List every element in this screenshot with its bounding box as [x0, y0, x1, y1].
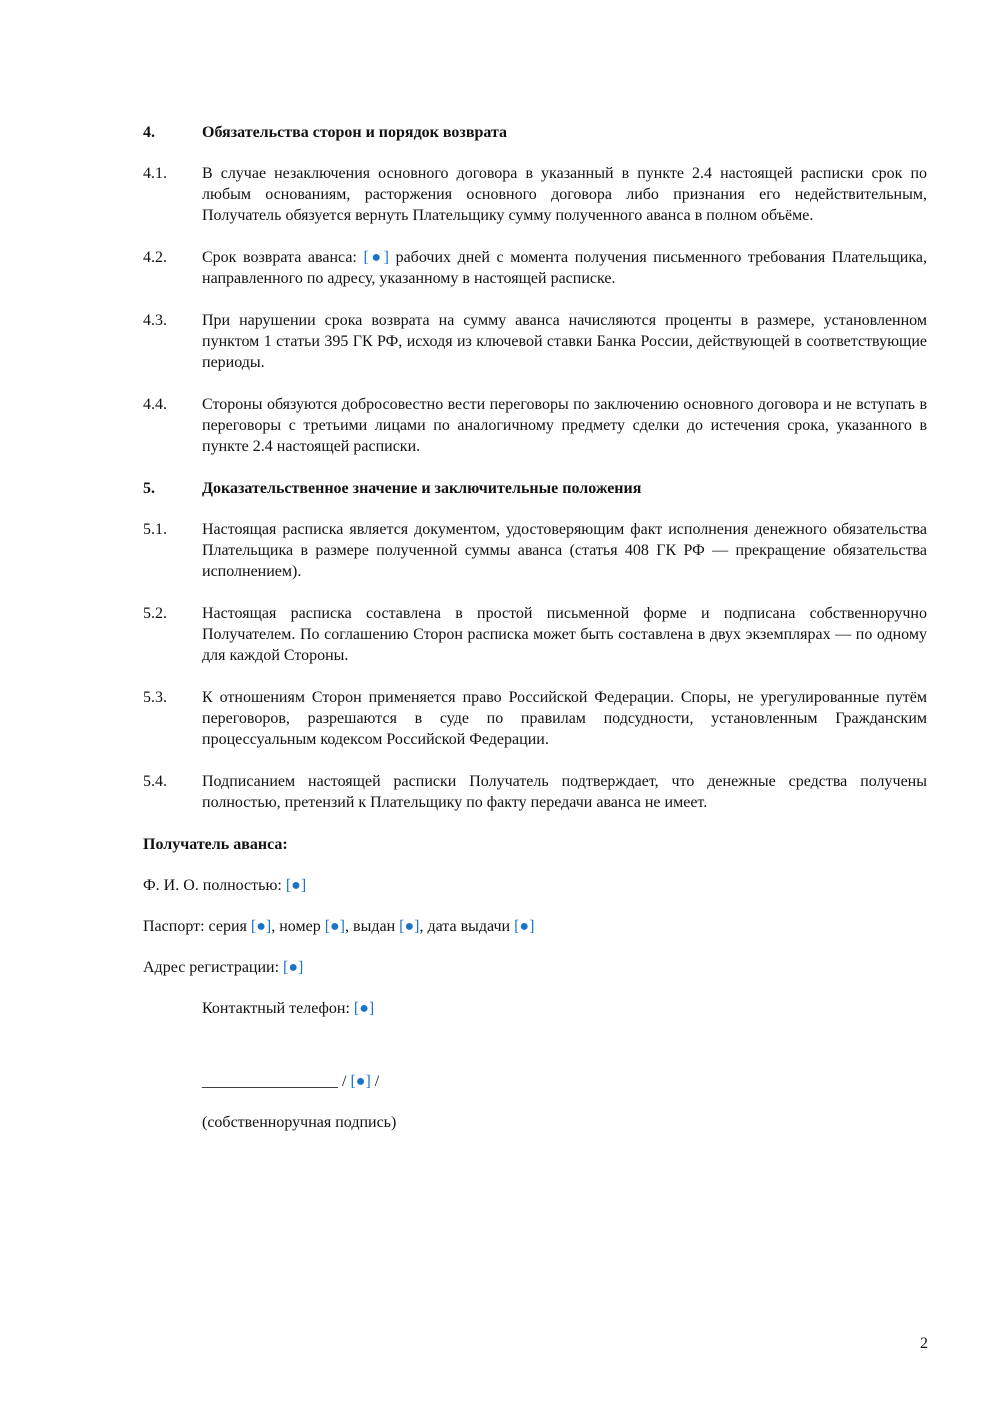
clause-text: Стороны обязуются добросовестно вести переговоры по заключению основного договора и не вступать в переговоры с третьими лицами по аналогичному предмету сделки до истечения срока, указанного в пункте 2.4 настоящей расписки. [202, 396, 927, 455]
signature-separator-close: / [370, 1073, 380, 1090]
address-field [143, 957, 927, 978]
signature-caption: (собственноручная подпись) [202, 1114, 397, 1131]
phone-placeholder: [●] [353, 1000, 375, 1017]
clause-number: 4.3. [143, 312, 167, 329]
clause-text: Подписанием настоящей расписки Получатель подтверждает, что денежные средства получены полностью, претензий к Плательщику по факту передачи аванса не имеет. [202, 773, 927, 811]
clause-5-4 [143, 771, 927, 813]
clause-text: Настоящая расписка является документом, удостоверяющим факт исполнения денежного обязательства Плательщика в размере полученной суммы аванса (статья 408 ГК РФ — прекращение обязательства исполнением). [202, 521, 927, 580]
clause-4-1 [143, 163, 927, 226]
clause-4-2 [143, 247, 927, 289]
clause-text-before: Срок возврата аванса: [202, 249, 364, 266]
passport-date-placeholder: [●] [514, 918, 535, 935]
passport-issued-placeholder: [●] [399, 918, 420, 935]
passport-number-placeholder: [●] [324, 918, 346, 935]
signature-line [143, 1071, 927, 1092]
address-placeholder: [●] [283, 959, 304, 976]
clause-number: 4.2. [143, 249, 167, 266]
passport-series-label: Паспорт: серия [143, 918, 251, 935]
clause-number: 4.4. [143, 396, 167, 413]
clause-5-3 [143, 687, 927, 750]
clause-text-after: рабочих дней с момента получения письменного требования Плательщика, направленного по адресу, указанному в настоящей расписке. [202, 249, 927, 287]
clause-5-1 [143, 519, 927, 582]
clause-number: 5.4. [143, 773, 167, 790]
clause-number: 5.2. [143, 605, 167, 622]
recipient-title: Получатель аванса: [143, 836, 288, 853]
signature-separator-open: / [338, 1073, 351, 1090]
clause-number: 4.1. [143, 165, 167, 182]
section-title: Доказательственное значение и заключительные положения [202, 480, 642, 497]
placeholder-marker: [●] [363, 249, 389, 266]
clause-text: Настоящая расписка составлена в простой письменной форме и подписана собственноручно Получателем. По соглашению Сторон расписка может быть составлена в двух экземплярах — по одному для каждой Стороны. [202, 605, 927, 664]
phone-label: Контактный телефон: [202, 1000, 354, 1017]
clause-5-2 [143, 603, 927, 666]
clause-text: При нарушении срока возврата на сумму аванса начисляются проценты в размере, установленном пунктом 1 статьи 395 ГК РФ, исходя из ключевой ставки Банка России, действующей в соответствующие периоды. [202, 312, 927, 371]
page-number: 2 [920, 1335, 928, 1352]
section-heading-4 [143, 122, 927, 143]
clause-number: 5.3. [143, 689, 167, 706]
phone-field [143, 998, 927, 1019]
section-number: 4. [143, 124, 155, 141]
section-number: 5. [143, 480, 155, 497]
clause-number: 5.1. [143, 521, 167, 538]
section-title: Обязательства сторон и порядок возврата [202, 124, 508, 141]
full-name-label: Ф. И. О. полностью: [143, 877, 286, 894]
clause-4-3 [143, 310, 927, 373]
full-name-placeholder: [●] [285, 877, 307, 894]
address-label: Адрес регистрации: [143, 959, 284, 976]
passport-number-label: , номер [271, 918, 325, 935]
document-content [143, 122, 927, 1153]
clause-4-4 [143, 394, 927, 457]
passport-series-placeholder: [●] [250, 918, 272, 935]
passport-issued-label: , выдан [345, 918, 400, 935]
clause-text: В случае незаключения основного договора в указанный в пункте 2.4 настоящей расписки срок по любым основаниям, расторжения основного договора либо признания его недействительным, Получатель обязуется вернуть Плательщику сумму полученного аванса в полном объёме. [202, 165, 927, 224]
signature-underline: _________________ [202, 1073, 338, 1090]
clause-text [202, 247, 927, 289]
passport-date-label: , дата выдачи [419, 918, 515, 935]
passport-field [143, 916, 927, 937]
signature-name-placeholder: [●] [350, 1073, 371, 1090]
full-name-field [143, 875, 927, 896]
clause-text: К отношениям Сторон применяется право Российской Федерации. Споры, не урегулированные путём переговоров, разрешаются в суде по правилам подсудности, установленным Гражданским процессуальным кодексом Российской Федерации. [202, 689, 927, 748]
section-heading-5 [143, 478, 927, 499]
